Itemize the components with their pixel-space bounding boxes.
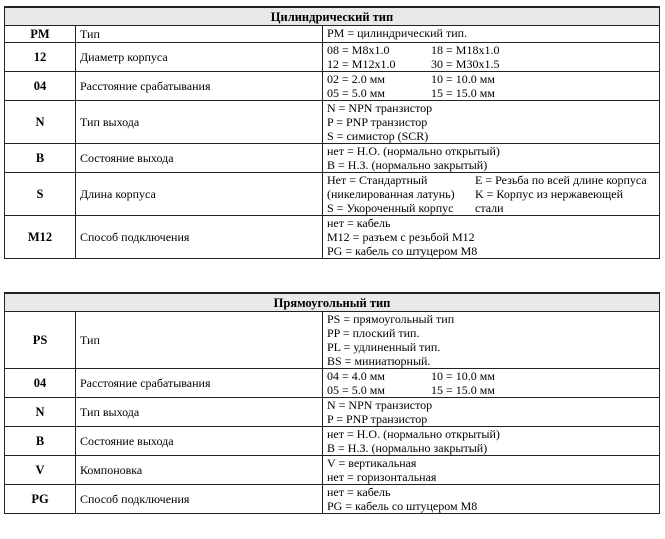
value-line: M12 = разъем с резьбой M12: [327, 230, 475, 244]
table-row: [5, 26, 660, 43]
code-cell: N: [5, 398, 76, 427]
value-item: 30 = M30x1.5: [431, 57, 500, 71]
value-line: нет = Н.О. (нормально открытый): [327, 427, 500, 441]
values-cell: [323, 43, 660, 72]
values-cell: [323, 216, 660, 259]
value-line: N = NPN транзистор: [327, 398, 433, 412]
values-cell: [323, 312, 660, 369]
parameter-name: Способ подключения: [76, 216, 323, 259]
parameter-name: Тип: [76, 312, 323, 369]
table-row: [5, 398, 660, 427]
value-line: P = PNP транзистор: [327, 115, 428, 129]
code-cell: 04: [5, 72, 76, 101]
value-line: V = вертикальная: [327, 456, 417, 470]
parameter-name: Состояние выхода: [76, 427, 323, 456]
code-cell: B: [5, 144, 76, 173]
value-line: PL = удлиненный тип.: [327, 340, 441, 354]
code-cell: M12: [5, 216, 76, 259]
table-row: [5, 144, 660, 173]
code-cell: PG: [5, 485, 76, 514]
table-row: [5, 101, 660, 144]
table-title: Прямоугольный тип: [5, 293, 660, 312]
rectangular-type-table: [4, 292, 660, 514]
parameter-name: Расстояние срабатывания: [76, 369, 323, 398]
value-line: Нет = Стандартный: [327, 173, 428, 187]
table-row: [5, 72, 660, 101]
value-line: BS = миниатюрный.: [327, 354, 431, 368]
value-item: 10 = 10.0 мм: [431, 72, 495, 86]
value-line: (никелированная латунь): [327, 187, 455, 201]
value-item: 05 = 5.0 мм: [327, 86, 385, 100]
values-cell: [323, 485, 660, 514]
table-title: Цилиндрический тип: [5, 7, 660, 26]
value-line: P = PNP транзистор: [327, 412, 428, 426]
values-cell: [323, 173, 660, 216]
parameter-name: Тип: [76, 26, 323, 43]
cylindrical-type-table: [4, 6, 660, 259]
value-line: N = NPN транзистор: [327, 101, 433, 115]
table-row: [5, 173, 660, 216]
value-item: 15 = 15.0 мм: [431, 86, 495, 100]
value-line: PP = плоский тип.: [327, 326, 420, 340]
value-line: S = симистор (SCR): [327, 129, 429, 143]
value-line: PG = кабель со штуцером M8: [327, 499, 478, 513]
value-line: PG = кабель со штуцером M8: [327, 244, 478, 258]
values-cell: [323, 72, 660, 101]
value-line: PM = цилиндрический тип.: [327, 26, 468, 40]
parameter-name: Состояние выхода: [76, 144, 323, 173]
table-row: [5, 43, 660, 72]
table-row: [5, 485, 660, 514]
value-item: 08 = M8x1.0: [327, 43, 390, 57]
value-line: нет = кабель: [327, 216, 391, 230]
code-cell: 12: [5, 43, 76, 72]
value-item: 02 = 2.0 мм: [327, 72, 385, 86]
values-cell: [323, 101, 660, 144]
value-item: 05 = 5.0 мм: [327, 383, 385, 397]
parameter-name: Тип выхода: [76, 398, 323, 427]
table-row: [5, 312, 660, 369]
parameter-name: Диаметр корпуса: [76, 43, 323, 72]
value-item: 18 = M18x1.0: [431, 43, 500, 57]
values-cell: [323, 398, 660, 427]
parameter-name: Способ подключения: [76, 485, 323, 514]
value-line: K = Корпус из нержавеющей: [475, 187, 623, 201]
value-line: нет = кабель: [327, 485, 391, 499]
code-cell: N: [5, 101, 76, 144]
parameter-name: Длина корпуса: [76, 173, 323, 216]
table-row: [5, 216, 660, 259]
values-cell: [323, 369, 660, 398]
value-item: 15 = 15.0 мм: [431, 383, 495, 397]
value-line: B = Н.З. (нормально закрытый): [327, 158, 488, 172]
value-item: 12 = M12x1.0: [327, 57, 396, 71]
value-line: B = Н.З. (нормально закрытый): [327, 441, 488, 455]
table-row: [5, 456, 660, 485]
values-cell: [323, 26, 660, 43]
value-line: E = Резьба по всей длине корпуса: [475, 173, 647, 187]
value-line: нет = горизонтальная: [327, 470, 437, 484]
code-cell: V: [5, 456, 76, 485]
value-item: 10 = 10.0 мм: [431, 369, 495, 383]
value-line: S = Укороченный корпус: [327, 201, 454, 215]
table-row: [5, 427, 660, 456]
parameter-name: Тип выхода: [76, 101, 323, 144]
values-cell: [323, 427, 660, 456]
value-item: 04 = 4.0 мм: [327, 369, 385, 383]
parameter-name: Расстояние срабатывания: [76, 72, 323, 101]
table-row: [5, 369, 660, 398]
value-line: PS = прямоугольный тип: [327, 312, 455, 326]
code-cell: 04: [5, 369, 76, 398]
values-cell: [323, 456, 660, 485]
code-cell: B: [5, 427, 76, 456]
parameter-name: Компоновка: [76, 456, 323, 485]
values-cell: [323, 144, 660, 173]
value-line: нет = Н.О. (нормально открытый): [327, 144, 500, 158]
code-cell: PM: [5, 26, 76, 43]
value-line: стали: [475, 201, 504, 215]
code-cell: S: [5, 173, 76, 216]
code-cell: PS: [5, 312, 76, 369]
